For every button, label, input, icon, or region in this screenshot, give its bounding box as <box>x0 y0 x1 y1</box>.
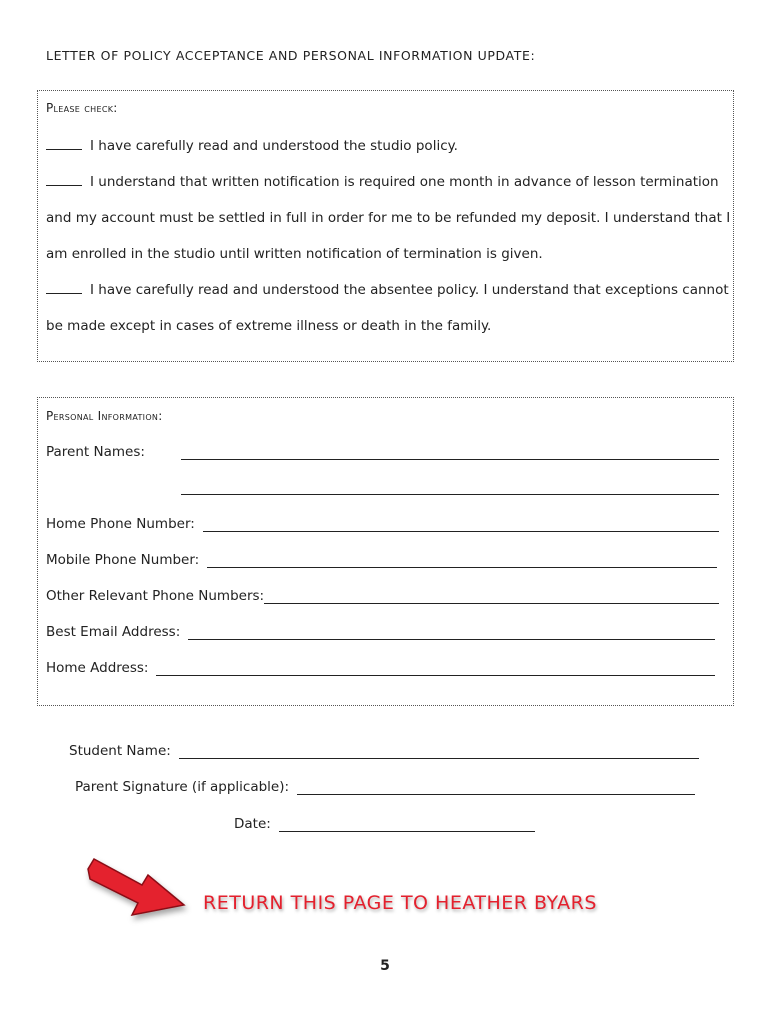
home-address-field <box>46 660 715 676</box>
home-address-line[interactable] <box>156 661 715 676</box>
email-line[interactable] <box>188 625 715 640</box>
return-instruction: RETURN THIS PAGE TO HEATHER BYARS <box>203 892 597 914</box>
policy-text-termination-cont-1: and my account must be settled in full in order for me to be refunded my deposit. I understand that I <box>46 210 731 226</box>
student-name-field <box>69 743 699 759</box>
email-label: Best Email Address: <box>46 624 181 640</box>
page-number: 5 <box>380 958 390 974</box>
page-title: LETTER OF POLICY ACCEPTANCE AND PERSONAL INFORMATION UPDATE: <box>46 48 536 63</box>
parent-names-line-1[interactable] <box>181 445 719 460</box>
mobile-phone-label: Mobile Phone Number: <box>46 552 200 568</box>
home-phone-label: Home Phone Number: <box>46 516 195 532</box>
student-name-label: Student Name: <box>69 743 171 759</box>
home-phone-line[interactable] <box>203 517 719 532</box>
other-phone-label: Other Relevant Phone Numbers: <box>46 588 265 604</box>
parent-names-field <box>46 444 719 460</box>
personal-information-box <box>37 397 734 706</box>
policy-text-absentee-cont: be made except in cases of extreme illness or death in the family. <box>46 318 492 334</box>
parent-signature-line[interactable] <box>297 780 695 795</box>
policy-item-absentee: I have carefully read and understood the absentee policy. I understand that exceptions cannot <box>46 282 729 298</box>
mobile-phone-line[interactable] <box>207 553 717 568</box>
date-label: Date: <box>234 816 271 832</box>
policy-item-termination: I understand that written notification is required one month in advance of lesson termination <box>46 174 719 190</box>
personal-info-heading: Personal Information: <box>46 409 163 423</box>
home-phone-field <box>46 516 719 532</box>
parent-names-field-2 <box>181 480 719 495</box>
parent-names-label: Parent Names: <box>46 444 145 460</box>
email-field <box>46 624 715 640</box>
home-address-label: Home Address: <box>46 660 149 676</box>
policy-item-studio-policy: I have carefully read and understood the studio policy. <box>46 138 458 154</box>
other-phone-line[interactable] <box>264 589 719 604</box>
date-field <box>234 816 535 832</box>
checkbox-blank-2[interactable] <box>46 185 82 186</box>
parent-names-line-2[interactable] <box>181 480 719 495</box>
checkbox-blank-3[interactable] <box>46 293 82 294</box>
other-phone-field <box>46 588 719 604</box>
policy-heading: Please check: <box>46 101 118 115</box>
parent-signature-field <box>75 779 695 795</box>
policy-acceptance-box <box>37 90 734 362</box>
student-name-line[interactable] <box>179 744 699 759</box>
parent-signature-label: Parent Signature (if applicable): <box>75 779 290 795</box>
policy-text-termination-cont-2: am enrolled in the studio until written notification of termination is given. <box>46 246 543 262</box>
date-line[interactable] <box>279 817 535 832</box>
red-arrow-icon <box>80 855 192 927</box>
checkbox-blank-1[interactable] <box>46 149 82 150</box>
mobile-phone-field <box>46 552 717 568</box>
